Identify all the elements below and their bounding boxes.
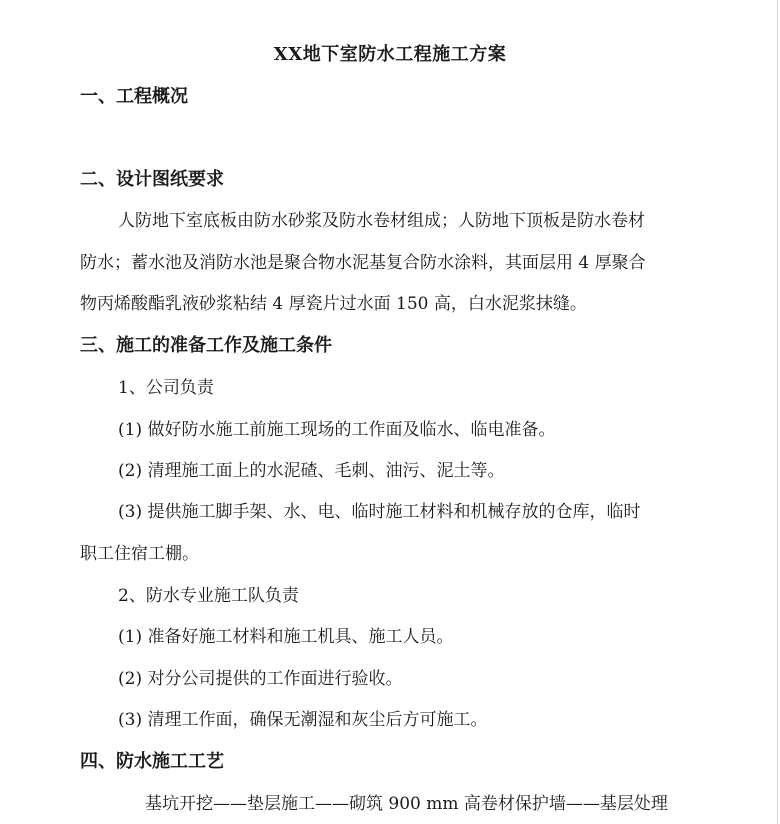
section-2-paragraph-line-1: 人防地下室底板由防水砂浆及防水卷材组成；人防地下顶板是防水卷材 <box>118 211 645 231</box>
section-4-heading: 四、防水施工工艺 <box>80 751 224 772</box>
section-2-heading: 二、设计图纸要求 <box>80 169 224 190</box>
section-3-sub1-item-3-continuation: 职工住宿工棚。 <box>80 544 199 564</box>
document-title: XX地下室防水工程施工方案 <box>273 44 507 65</box>
section-3-sub1-item-1: (1) 做好防水施工前施工现场的工作面及临水、临电准备。 <box>118 420 556 440</box>
section-1-heading: 一、工程概况 <box>80 86 188 107</box>
section-3-sub1-label: 1、公司负责 <box>118 378 214 398</box>
section-3-sub1-item-3: (3) 提供施工脚手架、水、电、临时施工材料和机械存放的仓库，临时 <box>118 502 641 522</box>
page-edge-divider <box>777 0 778 824</box>
section-3-sub2-item-2: (2) 对分公司提供的工作面进行验收。 <box>118 669 403 689</box>
section-2-paragraph-line-2: 防水；蓄水池及消防水池是聚合物水泥基复合防水涂料，其面层用 4 厚聚合 <box>80 253 646 273</box>
section-3-sub2-item-3: (3) 清理工作面，确保无潮湿和灰尘后方可施工。 <box>118 710 488 730</box>
section-2-paragraph-line-3: 物丙烯酸酯乳液砂浆粘结 4 厚瓷片过水面 150 高，白水泥浆抹缝。 <box>80 294 587 314</box>
section-3-sub1-item-2: (2) 清理施工面上的水泥碴、毛刺、油污、泥土等。 <box>118 461 505 481</box>
section-4-process-flow-line: 基坑开挖——垫层施工——砌筑 900 mm 高卷材保护墙——基层处理 <box>145 794 668 814</box>
section-3-sub2-item-1: (1) 准备好施工材料和施工机具、施工人员。 <box>118 627 454 647</box>
section-3-sub2-label: 2、防水专业施工队负责 <box>118 586 299 606</box>
section-3-heading: 三、施工的准备工作及施工条件 <box>80 335 332 356</box>
